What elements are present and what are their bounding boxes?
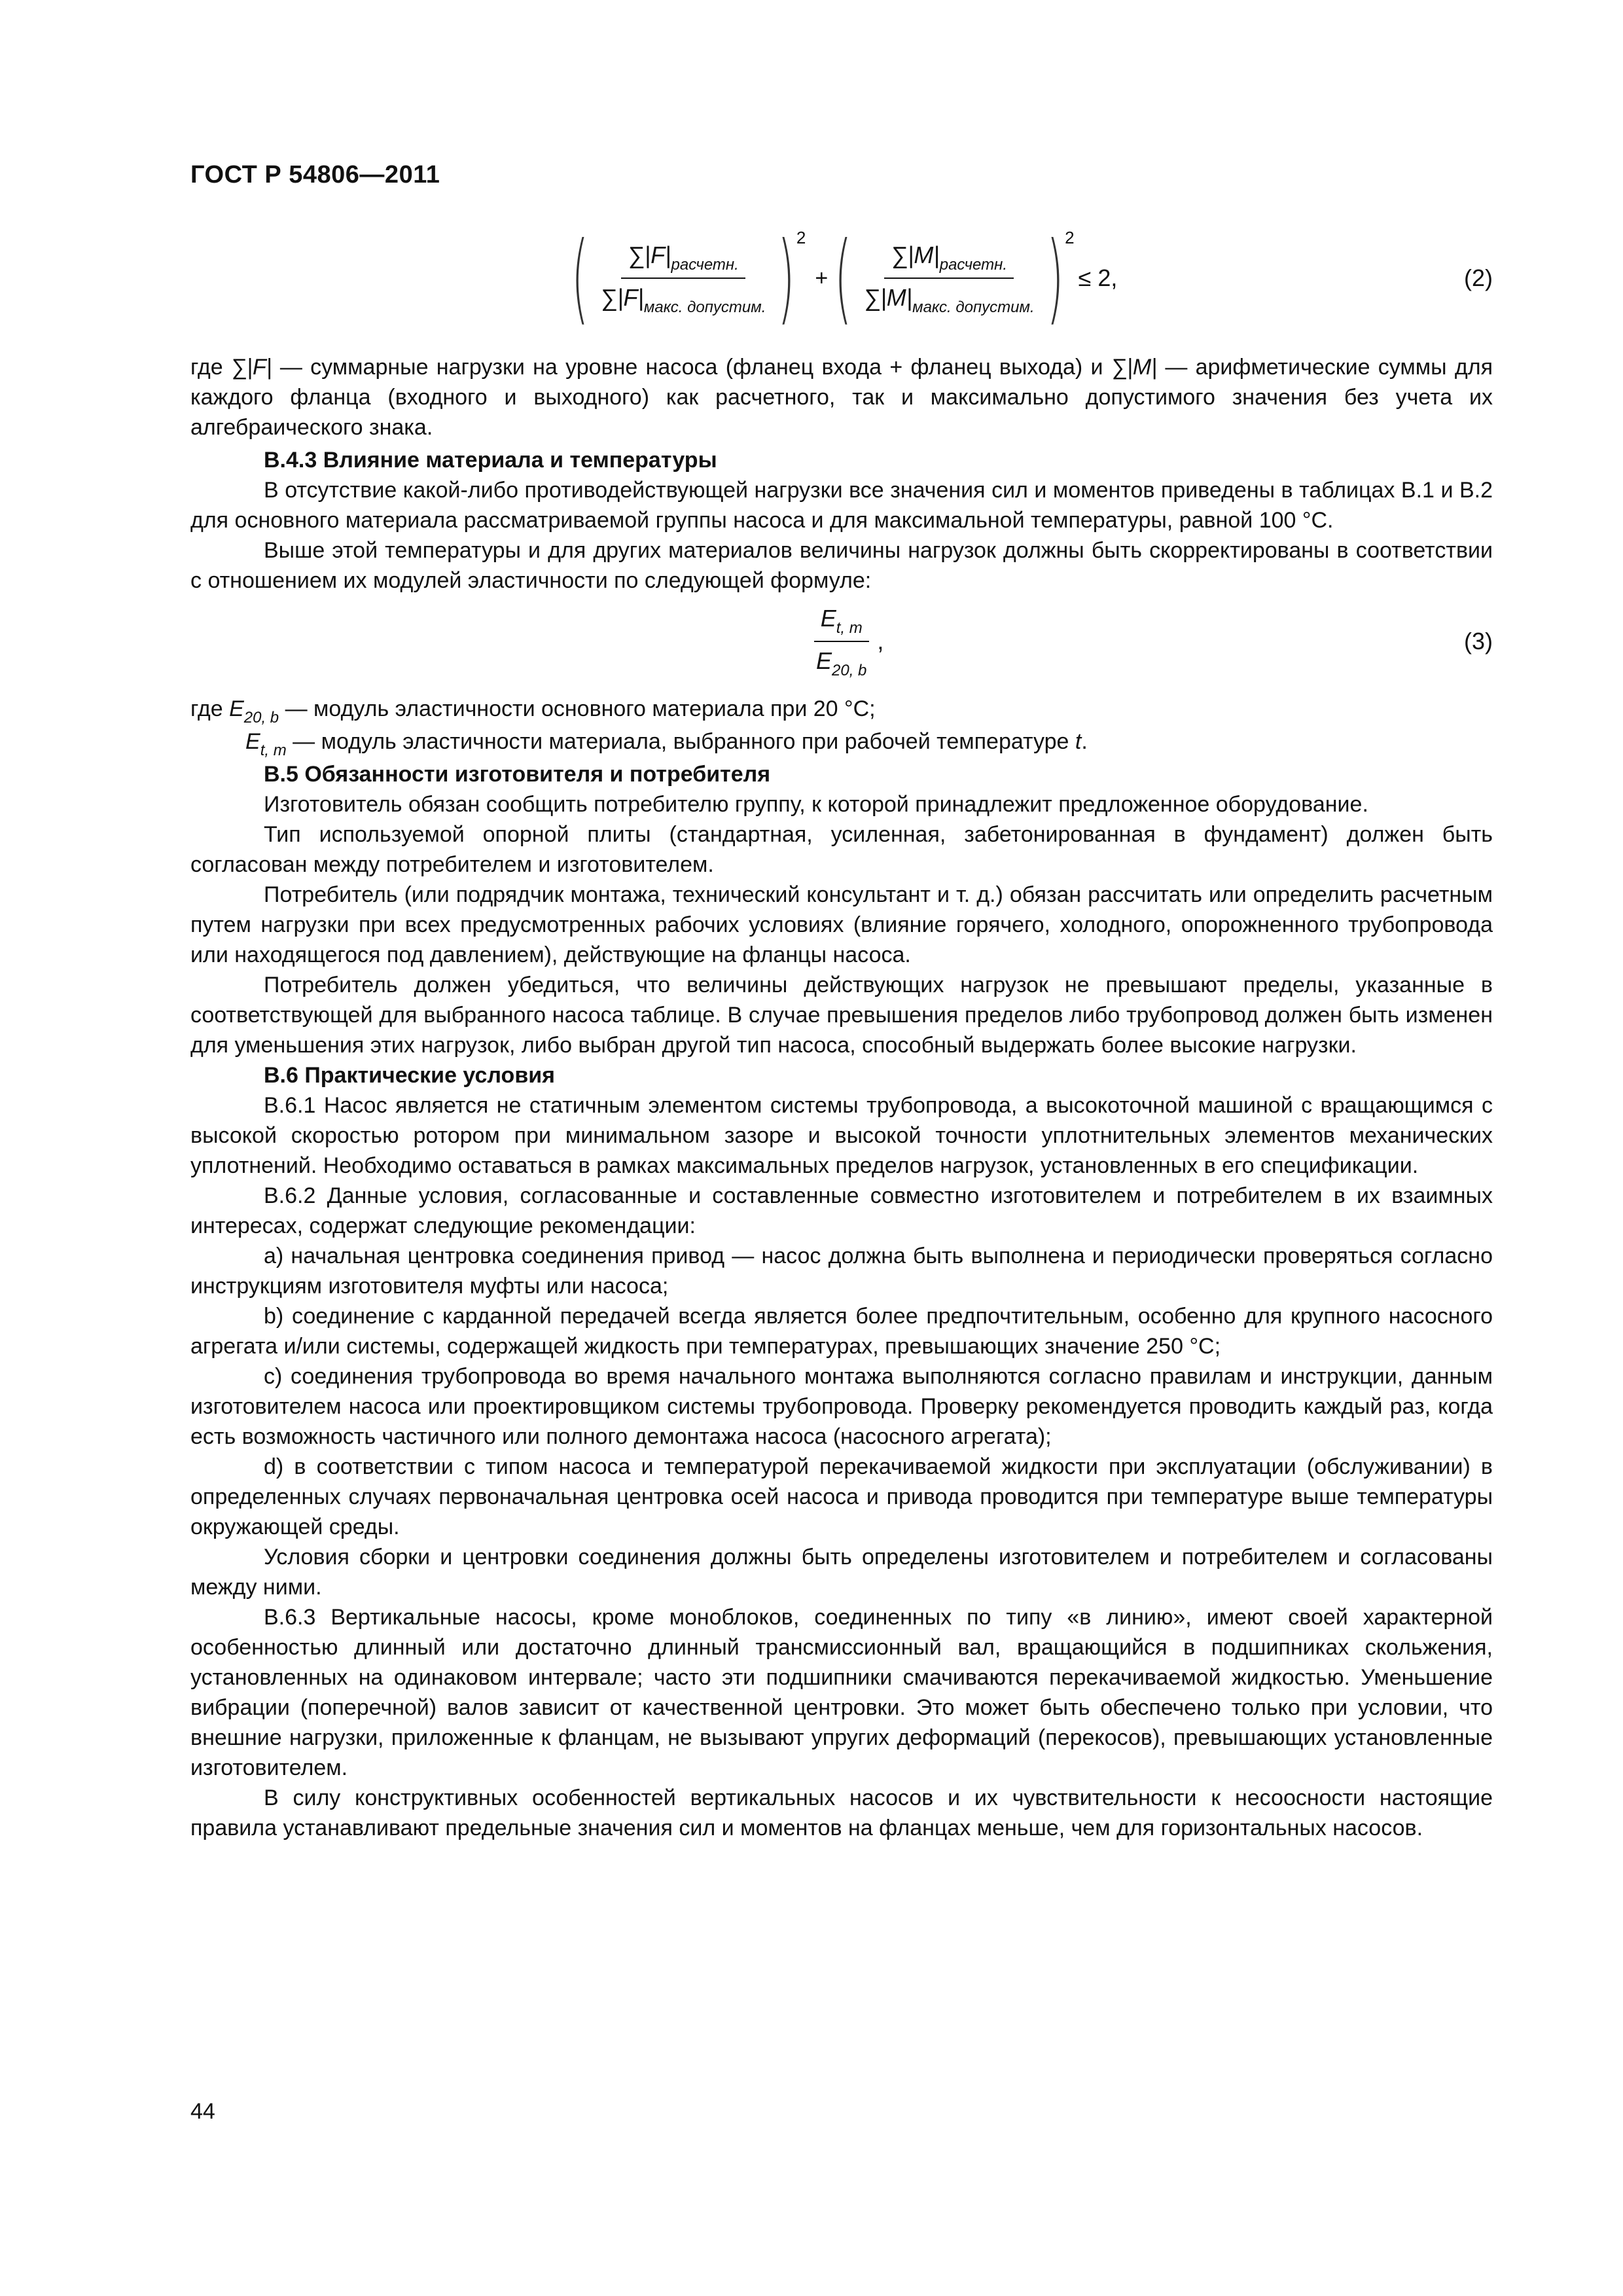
list-item: c) соединения трубопровода во время начального монтажа выполняются согласно правилам и инструкции, данным изготовителем насоса или проектировщиком системы трубопровода. Проверку рекомендуется проводить каждый раз, когда есть возможность частичного или полного демонтажа насоса (насосного агрегата); bbox=[190, 1364, 1493, 1449]
paragraph: Условия сборки и центровки соединения должны быть определены изготовителем и потребителем и согласованы между ними. bbox=[190, 1545, 1493, 1600]
section-heading-b5: В.5 Обязанности изготовителя и потребителя bbox=[264, 762, 771, 787]
moment-sum-symbol: ∑|M| bbox=[891, 242, 940, 268]
section-heading-b43: В.4.3 Влияние материала и температуры bbox=[264, 448, 717, 473]
page-number: 44 bbox=[190, 2099, 215, 2124]
equation-number-2: (2) bbox=[1464, 264, 1493, 291]
list-item: d) в соответствии с типом насоса и температурой перекачиваемой жидкости при эксплуатации (обслуживании) в определенных случаях первоначальная центровка осей насоса и привода проводится при температуре выше температуры окружающей среды. bbox=[190, 1454, 1493, 1539]
formula-2-expression bbox=[570, 223, 1117, 334]
formula-3-expression: $\frac{E_{t, m}}{E_{20, b}}$ , bbox=[806, 602, 883, 681]
paragraph: Потребитель должен убедиться, что величины действующих нагрузок не превышают пределы, указанные в соответствующей для выбранного насоса таблице. В случае превышения пределов либо трубопровод должен быть изменен для уменьшения этих нагрузок, либо выбран другой тип насоса, способный выдержать более высокие нагрузки. bbox=[190, 973, 1493, 1058]
plus-sign: + bbox=[815, 266, 829, 291]
page-content bbox=[190, 223, 1493, 1843]
equation-number-3: (3) bbox=[1464, 628, 1493, 655]
paragraph: Изготовитель обязан сообщить потребителю группу, к которой принадлежит предложенное оборудование. bbox=[264, 792, 1368, 817]
paragraph: Потребитель (или подрядчик монтажа, технический консультант и т. д.) обязан рассчитать или определить расчетным путем нагрузки при всех предусмотренных рабочих условиях (влияние горячего, холодного, опорожненного трубопровода или находящегося под давлением), действующие на фланцы насоса. bbox=[190, 882, 1493, 967]
right-paren: ) bbox=[777, 221, 795, 335]
formula-2 bbox=[190, 223, 1493, 334]
exponent: 2 bbox=[796, 228, 806, 247]
formula-2-rhs: ≤ 2, bbox=[1078, 264, 1118, 291]
elasticity-ratio: $\frac{E_{t, m}}{E_{20, b}}$ bbox=[810, 603, 873, 679]
moment-ratio: $\frac{\sum|M|_{расчетн.}}{\sum|M|_{макс. допустим.}}$ bbox=[863, 242, 1035, 316]
formula-3 bbox=[190, 602, 1493, 681]
force-sum-symbol: ∑|F| bbox=[628, 242, 671, 268]
exponent: 2 bbox=[1065, 228, 1075, 247]
where-line-2: $E_{t, m}$ — модуль эластичности материала, выбранного при рабочей температуре t. bbox=[245, 729, 1088, 759]
where-paragraph-1: где ∑|F| — суммарные нагрузки на уровне насоса (фланец входа + фланец выхода) и ∑|M| — арифметические суммы для каждого фланца (входного и выходного) как расчетного, так и максимально допустимого значения без учета их алгебраического знака. bbox=[190, 355, 1493, 440]
section-heading-b6: В.6 Практические условия bbox=[264, 1063, 555, 1088]
force-sum-max-symbol: ∑|F| bbox=[600, 284, 644, 311]
where-line-1: где $E_{20, b}$ — модуль эластичности основного материала при 20 °С; bbox=[190, 696, 876, 726]
paragraph: В.6.1 Насос является не статичным элементом системы трубопровода, а высокоточной машиной с вращающимся с высокой скоростью ротором при минимальном зазоре и высокой точности уплотнительных элементов механических уплотнений. Необходимо оставаться в рамках максимальных пределов нагрузок, установленных в его спецификации. bbox=[190, 1093, 1493, 1178]
force-ratio: $\frac{\sum|F|_{расчетн.}}{\sum|F|_{макс. допустим.}}$ bbox=[600, 242, 766, 316]
list-item: а) начальная центровка соединения привод — насос должна быть выполнена и периодически проверяться согласно инструкциям изготовителя муфты или насоса; bbox=[190, 1244, 1493, 1299]
paragraph: Выше этой температуры и для других материалов величины нагрузок должны быть скорректированы в соответствии с отношением их модулей эластичности по следующей формуле: bbox=[190, 538, 1493, 593]
paragraph: В.6.2 Данные условия, согласованные и составленные совместно изготовителем и потребителем в их взаимных интересах, содержат следующие рекомендации: bbox=[190, 1183, 1493, 1238]
standard-header: ГОСТ Р 54806—2011 bbox=[190, 161, 440, 188]
paragraph: Тип используемой опорной плиты (стандартная, усиленная, забетонированная в фундамент) должен быть согласован между потребителем и изготовителем. bbox=[190, 822, 1493, 877]
paragraph: В силу конструктивных особенностей вертикальных насосов и их чувствительности к несоосности настоящие правила устанавливают предельные значения сил и моментов на фланцах меньше, чем для горизонтальных насосов. bbox=[190, 1785, 1493, 1840]
paragraph: В отсутствие какой-либо противодействующей нагрузки все значения сил и моментов приведены в таблицах В.1 и В.2 для основного материала рассматриваемой группы насоса и для максимальной температуры, равной 100 °С. bbox=[190, 478, 1493, 533]
list-item: b) соединение с карданной передачей всегда является более предпочтительным, особенно для крупного насосного агрегата и/или системы, содержащей жидкость при температурах, превышающих значение 250 °С; bbox=[190, 1304, 1493, 1359]
right-paren: ) bbox=[1046, 221, 1064, 335]
moment-sum-max-symbol: ∑|M| bbox=[863, 284, 913, 311]
left-paren: ( bbox=[834, 221, 852, 335]
paragraph: В.6.3 Вертикальные насосы, кроме моноблоков, соединенных по типу «в линию», имеют своей характерной особенностью длинный или достаточно длинный трансмиссионный вал, вращающийся в подшипниках скольжения, установленных на одинаковом интервале; часто эти подшипники смачиваются перекачиваемой жидкостью. Уменьшение вибрации (поперечной) валов зависит от качественной центровки. Это может быть обеспечено только при условии, что внешние нагрузки, приложенные к фланцам, не вызывают упругих деформаций (перекосов), превышающих установленные изготовителем. bbox=[190, 1605, 1493, 1780]
left-paren: ( bbox=[571, 221, 589, 335]
